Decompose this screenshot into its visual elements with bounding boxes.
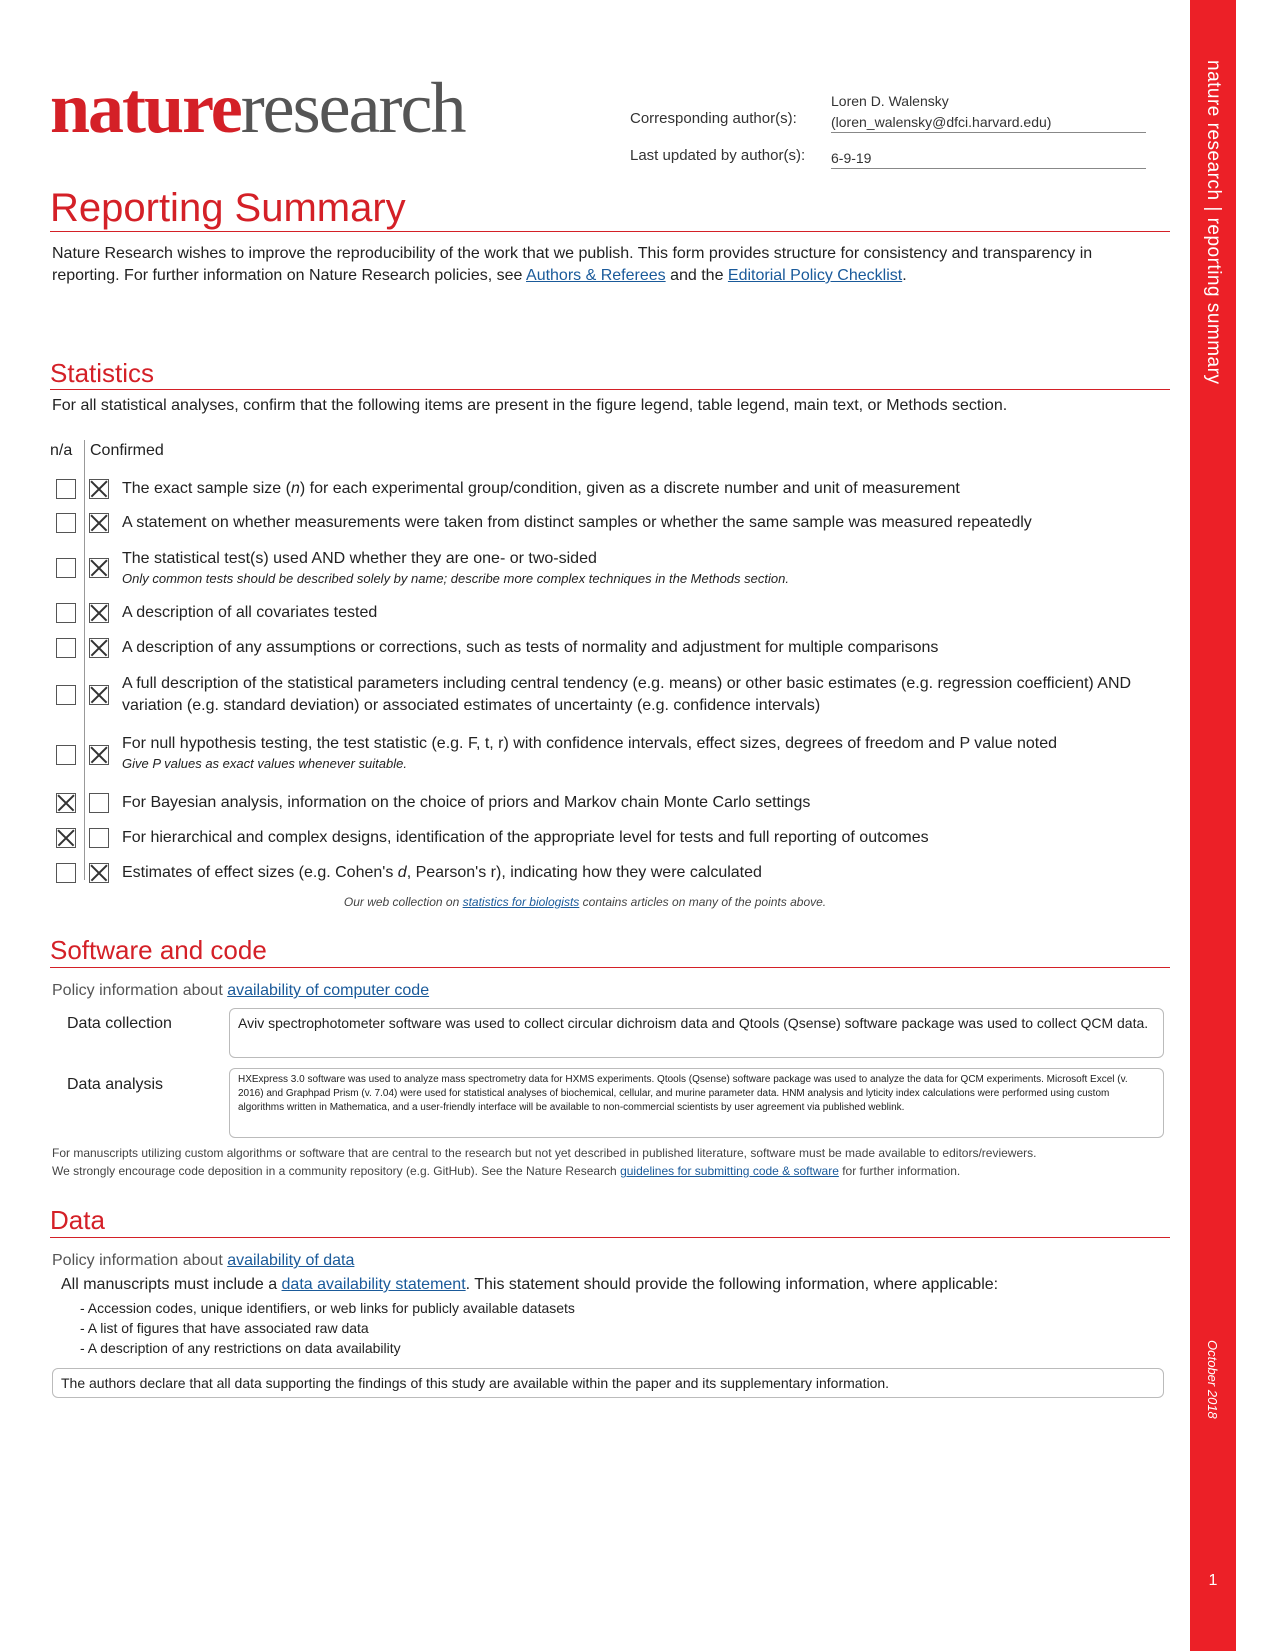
checklist-item-text (122, 548, 1182, 587)
code-guidelines-link[interactable]: guidelines for submitting code & software (620, 1164, 839, 1178)
item-text-main: For hierarchical and complex designs, identification of the appropriate level for tests and full reporting of outcomes (122, 829, 929, 846)
confirmed-checkbox[interactable] (89, 793, 109, 813)
item-text-main: A statement on whether measurements were taken from distinct samples or whether the same sample was measured repeatedly (122, 514, 1032, 531)
na-checkbox[interactable] (56, 745, 76, 765)
na-checkbox[interactable] (56, 603, 76, 623)
confirmed-checkbox[interactable] (89, 513, 109, 533)
software-note-line2-end: for further information. (838, 1164, 961, 1178)
software-note-line2: We strongly encourage code deposition in a community repository (e.g. GitHub). See the Nature Research (52, 1164, 621, 1178)
software-note-line1: For manuscripts utilizing custom algorithms or software that are central to the research but not yet described in published literature, software must be made available to editors/reviewers. (52, 1146, 1037, 1160)
statistics-rule (50, 389, 1170, 390)
list-item: - A description of any restrictions on data availability (80, 1340, 401, 1356)
data-collection-label: Data collection (67, 1015, 172, 1032)
intro-text: Nature Research wishes to improve the reproducibility of the work that we publish. This form provides structure for consistency and transparency in reporting. For further information on Nature Research policies, see (52, 245, 1093, 284)
checklist-item-text (122, 478, 1182, 500)
data-analysis-label: Data analysis (67, 1076, 164, 1093)
checklist-item-text (122, 733, 1182, 772)
na-checkbox[interactable] (56, 863, 76, 883)
data-rule (50, 1237, 1170, 1238)
data-heading: Data (50, 1205, 105, 1235)
statistics-web-note (0, 895, 1170, 909)
confirmed-checkbox[interactable] (89, 828, 109, 848)
item-text-rest: ) for each experimental group/condition, given as a discrete number and unit of measurement (299, 480, 960, 497)
item-text-main: Estimates of effect sizes (e.g. Cohen's (122, 864, 398, 881)
col-confirmed-label: Confirmed (90, 442, 164, 459)
na-checkbox[interactable] (56, 793, 76, 813)
list-item: - A list of figures that have associated raw data (80, 1320, 369, 1336)
data-availability-field[interactable]: The authors declare that all data supporting the findings of this study are available within the paper and its supplementary information. (52, 1368, 1164, 1398)
na-checkbox[interactable] (56, 558, 76, 578)
data-statement-text-end: . This statement should provide the following information, where applicable: (465, 1276, 999, 1293)
data-availability-statement-link[interactable]: data availability statement (281, 1276, 466, 1293)
na-checkbox[interactable] (56, 479, 76, 499)
item-text-variable: n (290, 480, 300, 497)
software-heading: Software and code (50, 935, 267, 965)
checklist-header (50, 442, 164, 460)
item-text-main: A description of any assumptions or corrections, such as tests of normality and adjustment for multiple comparisons (122, 639, 939, 656)
col-divider (84, 440, 85, 880)
software-note (52, 1144, 1182, 1180)
data-requirements-list (80, 1298, 575, 1358)
side-band-title: nature research | reporting summary (1203, 60, 1224, 385)
item-text-variable: d (397, 864, 407, 881)
computer-code-link[interactable]: availability of computer code (227, 982, 430, 999)
data-statement-text: All manuscripts must include a (61, 1276, 282, 1293)
title-rule (50, 231, 1170, 232)
last-updated-label: Last updated by author(s): (630, 147, 806, 164)
item-guidance-note: Give P values as exact values whenever suitable. (122, 756, 407, 771)
software-rule (50, 967, 1170, 968)
editorial-policy-link[interactable]: Editorial Policy Checklist (727, 267, 903, 284)
list-item: - Accession codes, unique identifiers, or web links for publicly available datasets (80, 1300, 575, 1316)
data-policy (52, 1250, 1162, 1272)
na-checkbox[interactable] (56, 685, 76, 705)
item-text-main: A description of all covariates tested (122, 604, 378, 621)
statistics-intro: For all statistical analyses, confirm that the following items are present in the figure legend, table legend, main text, or Methods section. (52, 397, 1008, 414)
web-note-text-end: contains articles on many of the points above. (579, 895, 827, 909)
checklist-item-text (122, 602, 1182, 624)
checklist-item-text (122, 637, 1182, 659)
logo-part-research: research (240, 68, 465, 148)
na-checkbox[interactable] (56, 828, 76, 848)
statistics-for-biologists-link[interactable]: statistics for biologists (462, 895, 580, 909)
data-collection-field[interactable]: Aviv spectrophotometer software was used to collect circular dichroism data and Qtools (Qsense) software package was used to collect QCM data. (229, 1008, 1164, 1058)
confirmed-checkbox[interactable] (89, 603, 109, 623)
na-checkbox[interactable] (56, 638, 76, 658)
side-band-date: October 2018 (1205, 1340, 1220, 1419)
software-policy (52, 980, 1162, 1002)
software-policy-text: Policy information about (52, 982, 228, 999)
confirmed-checkbox[interactable] (89, 745, 109, 765)
corresponding-author-email[interactable]: (loren_walensky@dfci.harvard.edu) (831, 114, 1146, 133)
na-checkbox[interactable] (56, 513, 76, 533)
confirmed-checkbox[interactable] (89, 558, 109, 578)
web-note-text: Our web collection on (343, 895, 463, 909)
checklist-item-text (122, 512, 1182, 534)
checklist-item-text (122, 862, 1182, 884)
intro-text-and: and the (665, 267, 728, 284)
statistics-heading: Statistics (50, 358, 155, 388)
nature-research-logo (50, 68, 465, 148)
page-number: 1 (1208, 1572, 1218, 1589)
data-analysis-field[interactable]: HXExpress 3.0 software was used to analyze mass spectrometry data for HXMS experiments. Qtools (Qsense) software package was used to analyze the data for QCM experiments. Microsoft Excel (v. 2016) and Graphpad Prism (v. 7.04) were used for statistical analyses of biochemical, cellular, and murine parameter data. HNM analysis and lyticity index calculations were performed using custom algorithms written in Mathematica, and a user-friendly interface will be available to non-commercial scientists by user agreement via published weblink. (229, 1068, 1164, 1138)
logo-part-nature: nature (50, 68, 241, 148)
item-text-main: For Bayesian analysis, information on the choice of priors and Markov chain Monte Carlo settings (122, 794, 811, 811)
intro-paragraph (52, 243, 1162, 287)
col-na-label: n/a (50, 442, 73, 459)
availability-of-data-link[interactable]: availability of data (227, 1252, 355, 1269)
item-text-main: The exact sample size ( (122, 480, 291, 497)
data-statement-instruction (61, 1274, 1171, 1296)
data-policy-text: Policy information about (52, 1252, 228, 1269)
item-text-main: The statistical test(s) used AND whether they are one- or two-sided (122, 550, 597, 567)
authors-referees-link[interactable]: Authors & Referees (526, 267, 666, 284)
last-updated-value[interactable]: 6-9-19 (831, 150, 1146, 169)
item-text-main: For null hypothesis testing, the test statistic (e.g. F, t, r) with confidence intervals, effect sizes, degrees of freedom and P value noted (122, 735, 1057, 752)
corresponding-author-name: Loren D. Walensky (831, 93, 949, 109)
intro-text-end: . (902, 267, 907, 284)
side-band (1190, 0, 1236, 1651)
item-text-main: A full description of the statistical parameters including central tendency (e.g. means) or other basic estimates (e.g. regression coefficient) AND variation (e.g. standard deviation) or associated estimates of uncertainty (e.g. confidence intervals) (122, 675, 1132, 714)
page-title: Reporting Summary (50, 186, 406, 230)
checklist-item-text (122, 792, 1182, 814)
item-guidance-note: Only common tests should be described solely by name; describe more complex techniques in the Methods section. (122, 571, 789, 586)
corresponding-author-label: Corresponding author(s): (630, 110, 797, 127)
confirmed-checkbox[interactable] (89, 685, 109, 705)
item-text-rest: , Pearson's r), indicating how they were calculated (406, 864, 762, 881)
checklist-item-text (122, 673, 1182, 717)
confirmed-checkbox[interactable] (89, 638, 109, 658)
checklist-item-text (122, 827, 1182, 849)
confirmed-checkbox[interactable] (89, 863, 109, 883)
confirmed-checkbox[interactable] (89, 479, 109, 499)
